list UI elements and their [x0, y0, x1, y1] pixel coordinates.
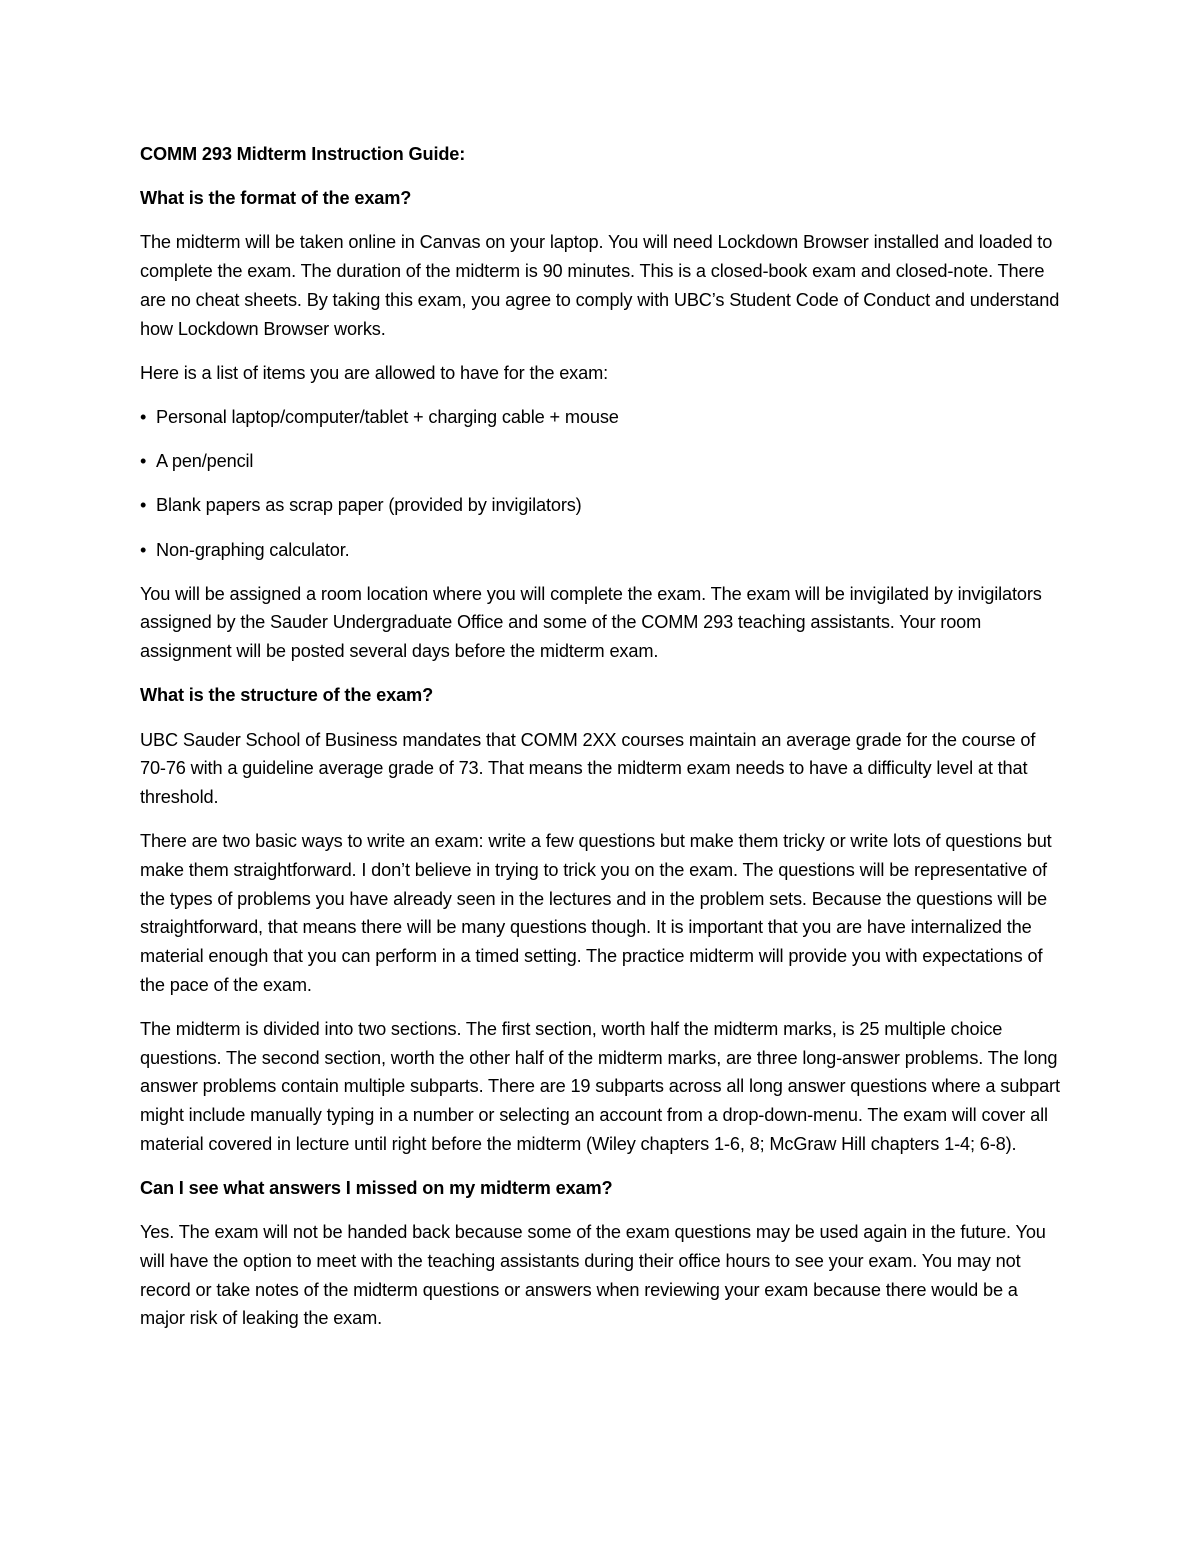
list-item: [140, 536, 1065, 565]
section-heading-structure: What is the structure of the exam?: [140, 685, 434, 706]
paragraph: There are two basic ways to write an exam: write a few questions but make them tricky or write lots of questions but make them straightforward. I don’t believe in trying to trick you on the exam. The questions will be representative of the types of problems you have already seen in the lectures and in the problem sets. Because the questions will be straightforward, that means there will be many questions though. It is important that you are have internalized the material enough that you can perform in a timed setting. The practice midterm will provide you with expectations of the pace of the exam.: [140, 831, 1052, 995]
section-heading-review: Can I see what answers I missed on my midterm exam?: [140, 1177, 613, 1198]
list-item: [140, 403, 1065, 432]
bullet-icon: •: [140, 539, 147, 560]
list-item: [140, 491, 1065, 520]
paragraph: UBC Sauder School of Business mandates that COMM 2XX courses maintain an average grade for the course of 70-76 with a guideline average grade of 73. That means the midterm exam needs to have a difficulty level at that threshold.: [140, 729, 1036, 807]
bullet-icon: •: [140, 451, 147, 472]
bullet-icon: •: [140, 406, 147, 427]
paragraph: Here is a list of items you are allowed to have for the exam:: [140, 362, 608, 383]
paragraph: You will be assigned a room location where you will complete the exam. The exam will be invigilated by invigilators assigned by the Sauder Undergraduate Office and some of the COMM 293 teaching assistants. Your room assignment will be posted several days before the midterm exam.: [140, 583, 1042, 662]
document-title: COMM 293 Midterm Instruction Guide:: [140, 144, 466, 164]
paragraph: The midterm is divided into two sections. The first section, worth half the midterm marks, is 25 multiple choice questions. The second section, worth the other half of the midterm marks, are three long-answer problems. The long answer problems contain multiple subparts. There are 19 subparts across all long answer questions where a subpart might include manually typing in a number or selecting an account from a drop-down-menu. The exam will cover all material covered in lecture until right before the midterm (Wiley chapters 1-6, 8; McGraw Hill chapters 1-4; 6-8).: [140, 1018, 1060, 1154]
list-item-text: Personal laptop/computer/tablet + charging cable + mouse: [156, 406, 619, 427]
list-item-text: Blank papers as scrap paper (provided by invigilators): [156, 495, 582, 516]
list-item-text: A pen/pencil: [156, 451, 254, 472]
bullet-icon: •: [140, 495, 147, 516]
paragraph: The midterm will be taken online in Canvas on your laptop. You will need Lockdown Browser installed and loaded to complete the exam. The duration of the midterm is 90 minutes. This is a closed-book exam and closed-note. There are no cheat sheets. By taking this exam, you agree to comply with UBC’s Student Code of Conduct and understand how Lockdown Browser works.: [140, 232, 1060, 339]
list-item-text: Non-graphing calculator.: [156, 539, 350, 560]
document-page: [140, 140, 1065, 1348]
list-item: [140, 447, 1065, 476]
paragraph: Yes. The exam will not be handed back because some of the exam questions may be used again in the future. You will have the option to meet with the teaching assistants during their office hours to see your exam. You may not record or take notes of the midterm questions or answers when reviewing your exam because there would be a major risk of leaking the exam.: [140, 1222, 1046, 1329]
section-heading-format: What is the format of the exam?: [140, 188, 412, 209]
